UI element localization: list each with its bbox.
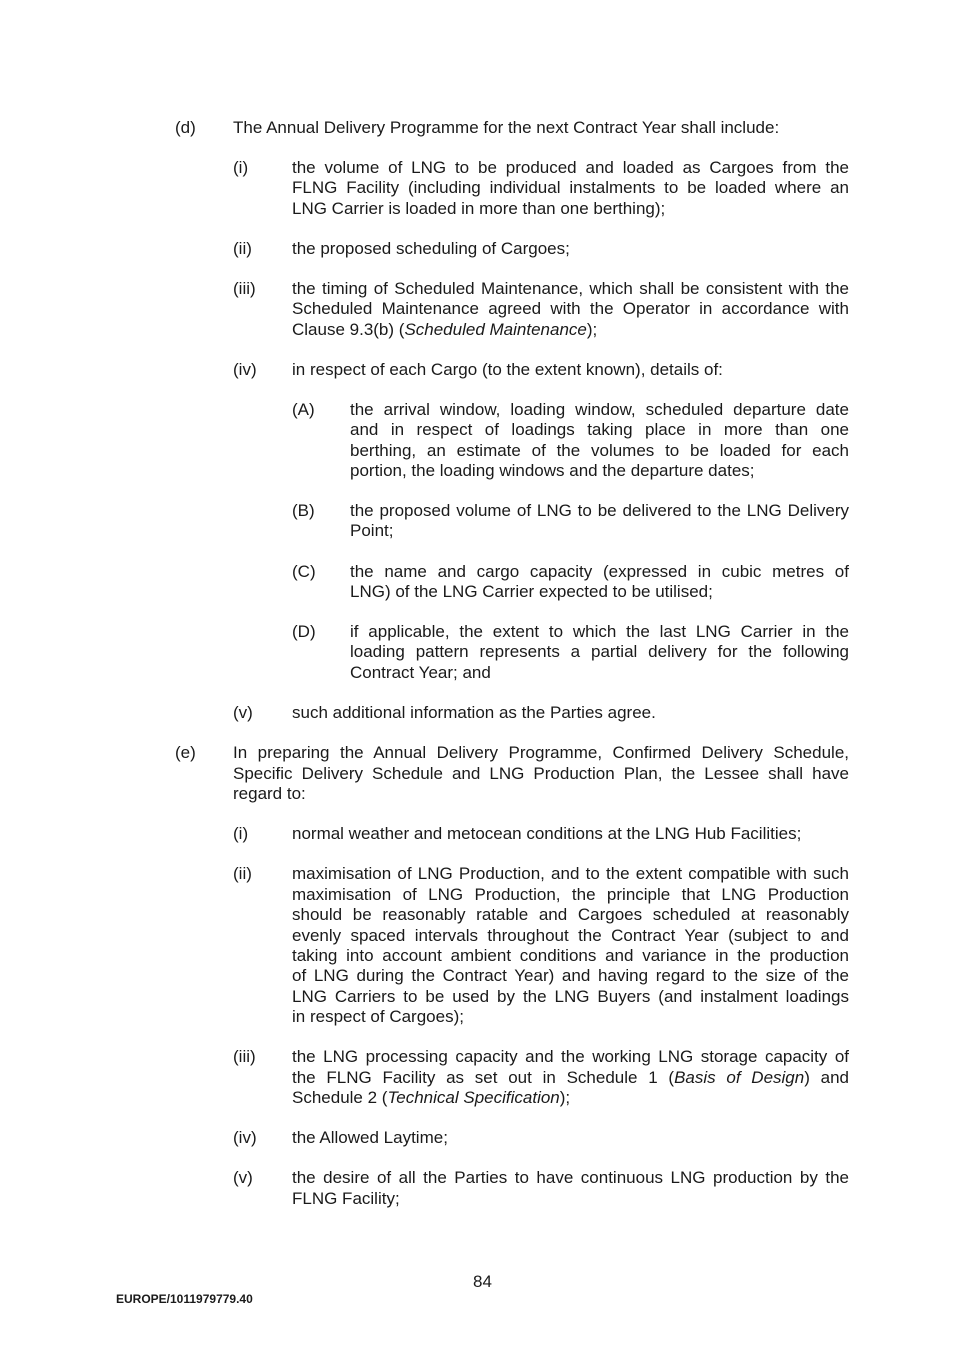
clause-e-ii-line: of LNG during the Contract Year) and having regard to the size of the (292, 966, 849, 985)
clause-d-label: (d) (175, 118, 196, 137)
clause-e-line: Specific Delivery Schedule and LNG Production Plan, the Lessee shall have (233, 764, 849, 783)
clause-e-line: In preparing the Annual Delivery Programme, Confirmed Delivery Schedule, (233, 743, 849, 762)
clause-d-iv-A-line: portion, the loading windows and the departure dates; (350, 461, 755, 480)
clause-d-i-label: (i) (233, 158, 249, 177)
clause-e-i-text: normal weather and metocean conditions at the LNG Hub Facilities; (292, 824, 802, 843)
defined-term: Scheduled Maintenance (404, 320, 587, 339)
clause-d-ii-text: the proposed scheduling of Cargoes; (292, 239, 570, 258)
clause-e-v-line: FLNG Facility; (292, 1189, 400, 1208)
clause-e-ii-line: maximisation of LNG Production, the principle that LNG Production (292, 885, 849, 904)
clause-e-iii-label: (iii) (233, 1047, 256, 1066)
clause-e-ii-line: maximisation of LNG Production, and to the extent compatible with such (292, 864, 849, 883)
clause-d-iv-D-line: Contract Year; and (350, 663, 491, 682)
clause-d-iii-label: (iii) (233, 279, 256, 298)
clause-e-ii-line: LNG Carriers to be used by the LNG Buyers (and instalment loadings (292, 987, 849, 1006)
clause-e-iv-text: the Allowed Laytime; (292, 1128, 448, 1147)
clause-e-label: (e) (175, 743, 196, 762)
clause-e-iii-line: the LNG processing capacity and the working LNG storage capacity of (292, 1047, 849, 1066)
clause-e-iv-label: (iv) (233, 1128, 257, 1147)
clause-e-i-label: (i) (233, 824, 249, 843)
clause-d-iv-C-line: LNG) of the LNG Carrier expected to be utilised; (350, 582, 713, 601)
clause-e-ii-line: evenly spaced intervals throughout the Contract Year (subject to and (292, 926, 849, 945)
clause-d-ii-label: (ii) (233, 239, 252, 258)
clause-d-iv-A-label: (A) (292, 400, 315, 419)
clause-d-i-line: FLNG Facility (including individual instalments to be loaded where an (292, 178, 849, 197)
clause-d-iv-C-line: the name and cargo capacity (expressed in cubic metres of (350, 562, 849, 581)
clause-d-iv-D-label: (D) (292, 622, 316, 641)
clause-e-iii-line: the FLNG Facility as set out in Schedule 1 (Basis of Design) and (292, 1068, 849, 1087)
clause-d-iii-line: Clause 9.3(b) (Scheduled Maintenance); (292, 320, 598, 339)
clause-e-ii-line: should be reasonably ratable and Cargoes scheduled at reasonably (292, 905, 849, 924)
clause-e-ii-line: taking into account ambient conditions and variance in the production (292, 946, 849, 965)
clause-e-v-label: (v) (233, 1168, 253, 1187)
clause-d-iv-B-label: (B) (292, 501, 315, 520)
clause-d-iv-B-line: the proposed volume of LNG to be delivered to the LNG Delivery (350, 501, 849, 520)
clause-d-iv-D-line: if applicable, the extent to which the last LNG Carrier in the (350, 622, 849, 641)
clause-d-text: The Annual Delivery Programme for the next Contract Year shall include: (233, 118, 780, 137)
clause-e-line: regard to: (233, 784, 306, 803)
defined-term: Technical Specification (387, 1088, 560, 1107)
document-reference: EUROPE/1011979779.40 (116, 1292, 253, 1306)
clause-d-iv-C-label: (C) (292, 562, 316, 581)
clause-e-ii-label: (ii) (233, 864, 252, 883)
clause-d-iii-line: Scheduled Maintenance agreed with the Operator in accordance with (292, 299, 849, 318)
clause-d-i-line: the volume of LNG to be produced and loaded as Cargoes from the (292, 158, 849, 177)
clause-d-i-line: LNG Carrier is loaded in more than one berthing); (292, 199, 666, 218)
clause-d-iv-A-line: and in respect of loadings taking place in more than one (350, 420, 849, 439)
clause-d-iv-D-line: loading pattern represents a partial delivery for the following (350, 642, 849, 661)
clause-d-iv-A-line: the arrival window, loading window, scheduled departure date (350, 400, 849, 419)
clause-e-v-line: the desire of all the Parties to have continuous LNG production by the (292, 1168, 849, 1187)
clause-d-v-label: (v) (233, 703, 253, 722)
clause-e-ii-line: in respect of Cargoes); (292, 1007, 464, 1026)
clause-d-iv-B-line: Point; (350, 521, 394, 540)
page-number: 84 (473, 1272, 492, 1291)
clause-d-iii-line: the timing of Scheduled Maintenance, which shall be consistent with the (292, 279, 849, 298)
clause-d-v-text: such additional information as the Parties agree. (292, 703, 656, 722)
clause-e-iii-line: Schedule 2 (Technical Specification); (292, 1088, 571, 1107)
clause-d-iv-A-line: berthing, an estimate of the volumes to be loaded for each (350, 441, 849, 460)
defined-term: Basis of Design (674, 1068, 805, 1087)
clause-d-iv-text: in respect of each Cargo (to the extent known), details of: (292, 360, 723, 379)
clause-d-iv-label: (iv) (233, 360, 257, 379)
